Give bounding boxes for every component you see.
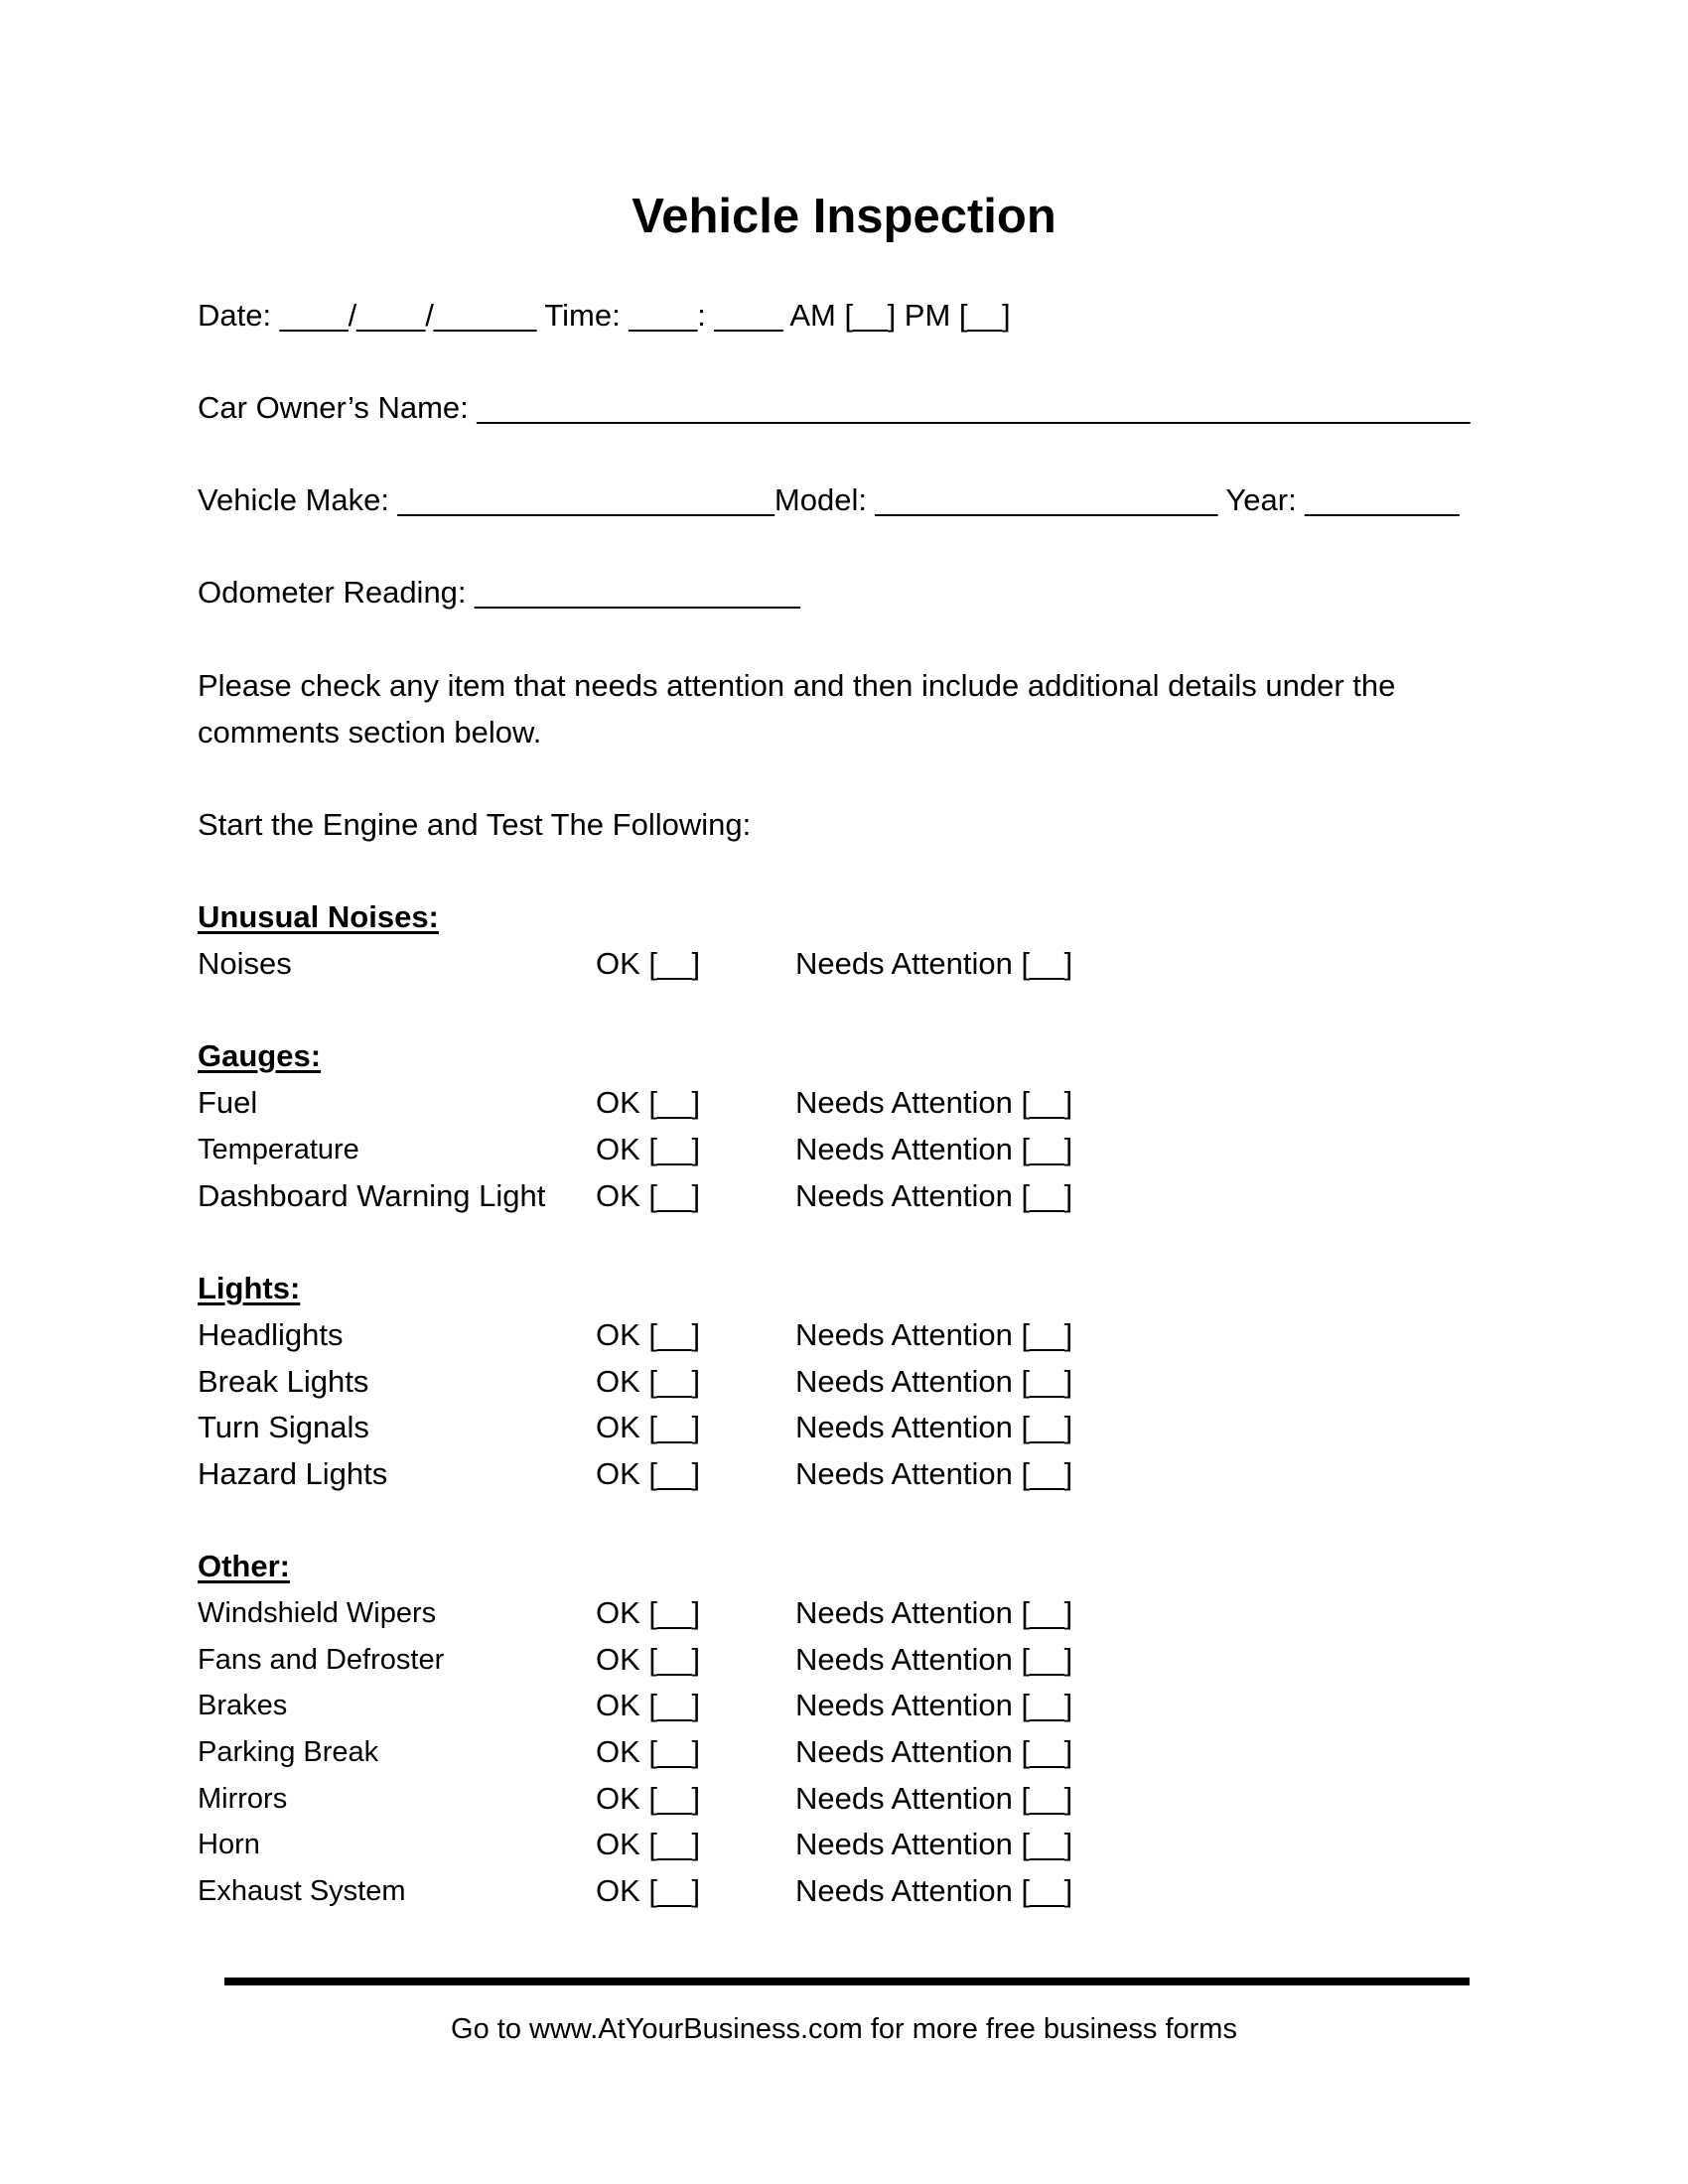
ok-checkbox[interactable]: OK [__]	[596, 1132, 701, 1166]
needs-attention-checkbox[interactable]: Needs Attention [__]	[795, 1781, 1073, 1816]
ok-checkbox[interactable]: OK [__]	[596, 1781, 701, 1816]
checklist-row	[0, 1779, 1688, 1819]
needs-attention-checkbox[interactable]: Needs Attention [__]	[795, 1456, 1073, 1491]
ok-checkbox[interactable]: OK [__]	[596, 1317, 701, 1352]
ok-checkbox[interactable]: OK [__]	[596, 1456, 701, 1491]
ok-checkbox[interactable]: OK [__]	[596, 946, 701, 981]
item-label: Noises	[198, 946, 292, 981]
needs-attention-checkbox[interactable]: Needs Attention [__]	[795, 1410, 1073, 1444]
section-heading-other: Other:	[198, 1549, 290, 1583]
checklist-row	[0, 944, 1688, 984]
item-label: Hazard Lights	[198, 1456, 388, 1491]
checklist-row	[0, 1825, 1688, 1864]
needs-attention-checkbox[interactable]: Needs Attention [__]	[795, 1178, 1073, 1213]
item-label: Headlights	[198, 1317, 344, 1352]
owner-name-line: Car Owner’s Name: __________________________________________________________	[198, 390, 1471, 425]
needs-attention-checkbox[interactable]: Needs Attention [__]	[795, 1364, 1073, 1399]
footer-divider	[224, 1978, 1470, 1985]
ok-checkbox[interactable]: OK [__]	[596, 1364, 701, 1399]
ok-checkbox[interactable]: OK [__]	[596, 1085, 701, 1120]
checklist-row	[0, 1315, 1688, 1355]
needs-attention-checkbox[interactable]: Needs Attention [__]	[795, 1873, 1073, 1908]
item-label: Horn	[198, 1829, 260, 1860]
ok-checkbox[interactable]: OK [__]	[596, 1410, 701, 1444]
checklist-row	[0, 1593, 1688, 1633]
section-heading-unusual-noises: Unusual Noises:	[198, 899, 439, 934]
checklist-row	[0, 1871, 1688, 1911]
checklist-row	[0, 1130, 1688, 1169]
checklist-row	[0, 1686, 1688, 1725]
ok-checkbox[interactable]: OK [__]	[596, 1827, 701, 1861]
item-label: Parking Break	[198, 1736, 379, 1768]
needs-attention-checkbox[interactable]: Needs Attention [__]	[795, 1085, 1073, 1120]
item-label: Windshield Wipers	[198, 1597, 437, 1629]
ok-checkbox[interactable]: OK [__]	[596, 1642, 701, 1677]
checklist-row	[0, 1083, 1688, 1123]
needs-attention-checkbox[interactable]: Needs Attention [__]	[795, 1642, 1073, 1677]
start-engine-line: Start the Engine and Test The Following:	[198, 807, 752, 842]
checklist-row	[0, 1732, 1688, 1772]
needs-attention-checkbox[interactable]: Needs Attention [__]	[795, 1132, 1073, 1166]
item-label: Break Lights	[198, 1364, 369, 1399]
item-label: Turn Signals	[198, 1410, 369, 1444]
item-label: Fuel	[198, 1085, 258, 1120]
needs-attention-checkbox[interactable]: Needs Attention [__]	[795, 1827, 1073, 1861]
item-label: Dashboard Warning Light	[198, 1178, 546, 1213]
needs-attention-checkbox[interactable]: Needs Attention [__]	[795, 946, 1073, 981]
section-heading-lights: Lights:	[198, 1271, 301, 1305]
needs-attention-checkbox[interactable]: Needs Attention [__]	[795, 1734, 1073, 1769]
item-label: Brakes	[198, 1690, 288, 1721]
ok-checkbox[interactable]: OK [__]	[596, 1595, 701, 1630]
checklist-row	[0, 1408, 1688, 1447]
item-label: Mirrors	[198, 1783, 288, 1815]
ok-checkbox[interactable]: OK [__]	[596, 1688, 701, 1722]
item-label: Exhaust System	[198, 1875, 406, 1907]
needs-attention-checkbox[interactable]: Needs Attention [__]	[795, 1688, 1073, 1722]
date-time-line: Date: ____/____/______ Time: ____: ____ AM [__] PM [__]	[198, 298, 1011, 333]
needs-attention-checkbox[interactable]: Needs Attention [__]	[795, 1595, 1073, 1630]
needs-attention-checkbox[interactable]: Needs Attention [__]	[795, 1317, 1073, 1352]
ok-checkbox[interactable]: OK [__]	[596, 1178, 701, 1213]
item-label: Fans and Defroster	[198, 1644, 445, 1676]
ok-checkbox[interactable]: OK [__]	[596, 1873, 701, 1908]
section-heading-gauges: Gauges:	[198, 1038, 322, 1073]
footer-note: Go to www.AtYourBusiness.com for more free business forms	[451, 2013, 1237, 2045]
item-label: Temperature	[198, 1134, 359, 1165]
odometer-line: Odometer Reading: ___________________	[198, 575, 800, 610]
document-title: Vehicle Inspection	[632, 190, 1056, 243]
checklist-row	[0, 1176, 1688, 1216]
checklist-row	[0, 1640, 1688, 1680]
ok-checkbox[interactable]: OK [__]	[596, 1734, 701, 1769]
checklist-row	[0, 1362, 1688, 1402]
instructions-paragraph: Please check any item that needs attention and then include additional details under the comments section below.	[198, 668, 1396, 750]
checklist-row	[0, 1454, 1688, 1494]
vehicle-make-model-year-line: Vehicle Make: ______________________Model: ____________________ Year: _________	[198, 482, 1460, 517]
